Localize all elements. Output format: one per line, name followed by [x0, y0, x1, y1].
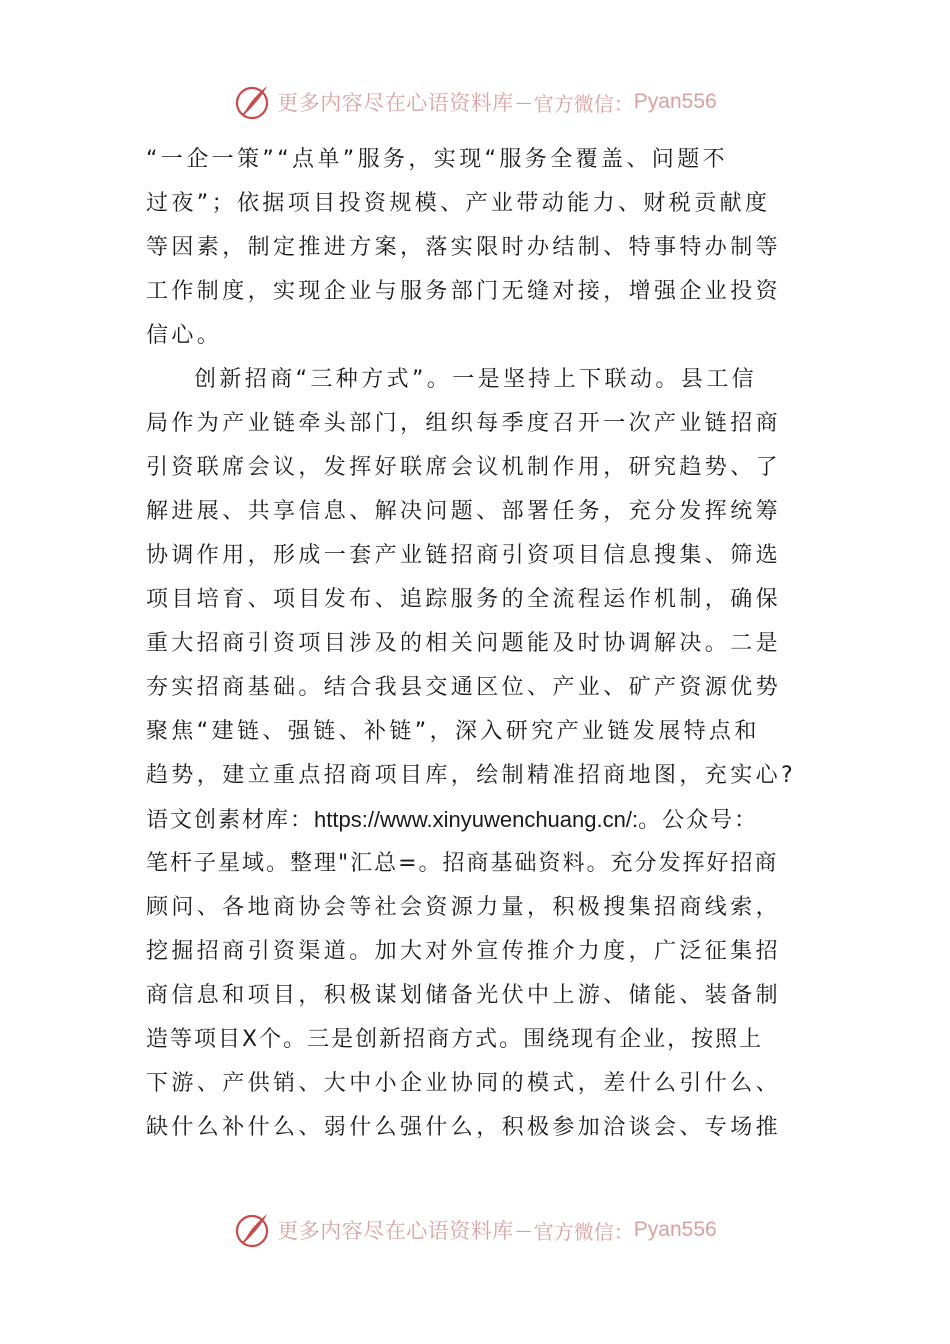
- text-line: 等因素，制定推进方案，落实限时办结制、特事特办制等: [146, 235, 782, 260]
- text-line: 挖掘招商引资渠道。加大对外宣传推介力度，广泛征集招: [146, 939, 782, 964]
- text-line: 局作为产业链牵头部门，组织每季度召开一次产业链招商: [146, 411, 782, 436]
- text-line: 笔杆子星域。整理"汇总=。招商基础资料。充分发挥好招商: [146, 851, 779, 876]
- banner-separator: —: [515, 1220, 532, 1240]
- footer-watermark-banner: [0, 1208, 950, 1252]
- text-line: 夯实招商基础。结合我县交通区位、产业、矿产资源优势: [146, 675, 782, 700]
- text-line: 造等项目X个。三是创新招商方式。围绕现有企业，按照上: [146, 1027, 764, 1052]
- text-line: 工作制度，实现企业与服务部门无缝对接，增强企业投资: [146, 279, 782, 304]
- text-line: 顾问、各地商协会等社会资源力量，积极搜集招商线索，: [146, 895, 782, 920]
- text-line: 重大招商引资项目涉及的相关问题能及时协调解决。二是: [146, 631, 782, 656]
- text-line: “一企一策”“点单”服务，实现“服务全覆盖、问题不: [146, 147, 728, 172]
- quill-seal-logo-icon: [233, 1210, 273, 1250]
- text-line: 商信息和项目，积极谋划储备光伏中上游、储能、装备制: [146, 983, 782, 1008]
- text-line: 引资联席会议，发挥好联席会议机制作用，研究趋势、了: [146, 455, 782, 480]
- banner-wechat-id: Pyan556: [633, 1218, 717, 1241]
- text-segment: 。公众号：: [638, 808, 759, 833]
- banner-wechat-id: Pyan556: [633, 90, 717, 113]
- text-line: 趋势，建立重点招商项目库，绘制精准招商地图，充实心?: [146, 763, 797, 788]
- website-url: https://www.xinyuwenchuang.cn/:: [314, 807, 639, 832]
- text-line: 项目培育、项目发布、追踪服务的全流程运作机制，确保: [146, 587, 782, 612]
- banner-wechat-label: 官方微信：: [533, 1219, 634, 1244]
- text-line: 协调作用，形成一套产业链招商引资项目信息搜集、筛选: [146, 543, 782, 568]
- text-line: 过夜”；依据项目投资规模、产业带动能力、财税贡献度: [146, 191, 771, 216]
- banner-wechat-label: 官方微信：: [533, 91, 634, 116]
- text-line: 下游、产供销、大中小企业协同的模式，差什么引什么、: [146, 1071, 782, 1096]
- text-line: 信心。: [146, 323, 223, 348]
- text-line: 聚焦“建链、强链、补链”，深入研究产业链发展特点和: [146, 719, 760, 744]
- text-line: 创新招商“三种方式”。一是坚持上下联动。县工信: [194, 367, 757, 392]
- banner-text: 更多内容尽在心语资料库: [277, 1219, 514, 1243]
- banner-separator: —: [515, 92, 532, 112]
- text-line: 解进展、共享信息、解决问题、部署任务，充分发挥统筹: [146, 499, 782, 524]
- banner-text: 更多内容尽在心语资料库: [277, 91, 514, 115]
- document-body: [146, 138, 806, 1150]
- quill-seal-logo-icon: [233, 82, 273, 122]
- text-line: 缺什么补什么、弱什么强什么，积极参加洽谈会、专场推: [146, 1115, 782, 1140]
- text-line-with-url: [146, 798, 806, 842]
- text-segment: 语文创素材库：: [146, 808, 315, 833]
- header-watermark-banner: [0, 80, 950, 124]
